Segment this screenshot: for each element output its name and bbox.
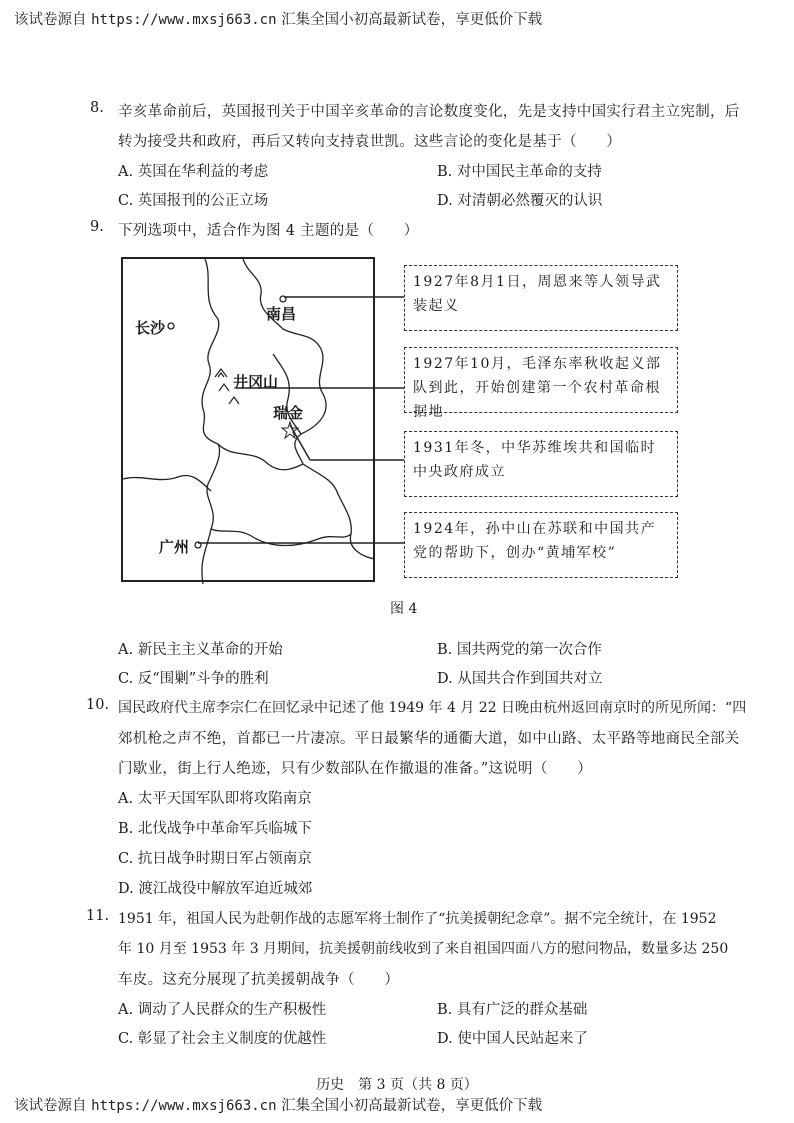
question-8-number: 8. [90,100,104,116]
question-11-option-c: C. 彰显了社会主义制度的优越性 [118,1031,327,1047]
question-10-option-b: B. 北伐战争中革命军兵临城下 [118,821,312,837]
banner-prefix: 该试卷源自 [14,12,87,28]
question-8-option-a: A. 英国在华利益的考虑 [118,164,269,180]
source-banner-bottom [14,1094,784,1115]
question-9-option-c: C. 反“围剿”斗争的胜利 [118,671,269,687]
question-9-option-a: A. 新民主主义革命的开始 [118,642,283,658]
question-11-line-2: 年 10 月至 1953 年 3 月期间，抗美援朝前线收到了来自祖国四面八方的慰问物品，数量多达 250 [118,941,729,957]
city-guangzhou: 广州 [159,538,190,556]
banner-site-link[interactable]: https://www.mxsj663.cn [91,12,277,28]
question-10-line-2: 郊机枪之声不绝，首都已一片凄凉。平日最繁华的通衢大道，如中山路、太平路等地商民全部关 [118,731,740,747]
callout-ruijin: 1931年冬，中华苏维埃共和国临时中央政府成立 [404,431,678,497]
question-9-option-d: D. 从国共合作到国共对立 [437,671,603,687]
banner-suffix: 汇集全国小初高最新试卷，享更低价下载 [281,12,543,28]
question-11-line-1: 1951 年，祖国人民为赴朝作战的志愿军将士制作了“抗美援朝纪念章”。据不完全统计，在 1952 [118,911,717,927]
question-10-line-1: 国民政府代主席李宗仁在回忆录中记述了他 1949 年 4 月 22 日晚由杭州返回南京时的所见所闻：“四 [118,700,747,716]
question-9-number: 9. [90,219,104,235]
callout-nanchang: 1927年8月1日，周恩来等人领导武装起义 [404,265,678,331]
banner-site-link[interactable]: https://www.mxsj663.cn [91,1098,277,1114]
question-10-line-3: 门歇业，街上行人绝迹，只有少数部队在作撤退的准备。”这说明（ ） [118,761,593,777]
question-8-option-c: C. 英国报刊的公正立场 [118,193,269,209]
banner-suffix: 汇集全国小初高最新试卷，享更低价下载 [281,1098,543,1114]
question-8-line-1: 辛亥革命前后，英国报刊关于中国辛亥革命的言论数度变化，先是支持中国实行君主立宪制，后 [118,104,740,120]
page-footer: 历史 第 3 页（共 8 页） [316,1077,478,1093]
figure-caption: 图 4 [390,601,418,617]
callout-jinggangshan: 1927年10月，毛泽东率秋收起义部队到此，开始创建第一个农村革命根据地 [404,347,678,413]
city-ruijin: 瑞金 [273,404,304,422]
question-11-option-d: D. 使中国人民站起来了 [437,1031,588,1047]
question-8-line-2: 转为接受共和政府，再后又转向支持袁世凯。这些言论的变化是基于（ ） [118,134,622,150]
question-9-stem: 下列选项中，适合作为图 4 主题的是（ ） [118,223,419,239]
city-jinggangshan: 井冈山 [233,373,279,391]
question-11-line-3: 车皮。这充分展现了抗美援朝战争（ ） [118,972,400,988]
banner-prefix: 该试卷源自 [14,1098,87,1114]
question-10-option-c: C. 抗日战争时期日军占领南京 [118,851,312,867]
question-9-option-b: B. 国共两党的第一次合作 [437,642,602,658]
question-11-number: 11. [86,908,110,924]
city-nanchang: 南昌 [266,305,297,323]
city-changsha: 长沙 [135,319,166,337]
question-11-option-b: B. 具有广泛的群众基础 [437,1002,588,1018]
question-10-option-a: A. 太平天国军队即将攻陷南京 [118,791,312,807]
question-8-option-b: B. 对中国民主革命的支持 [437,164,602,180]
callout-guangzhou: 1924年，孙中山在苏联和中国共产党的帮助下，创办“黄埔军校” [404,512,678,578]
question-10-number: 10. [86,697,110,713]
question-11-option-a: A. 调动了人民群众的生产积极性 [118,1002,327,1018]
question-8-option-d: D. 对清朝必然覆灭的认识 [437,193,603,209]
question-10-option-d: D. 渡江战役中解放军迫近城郊 [118,881,313,897]
